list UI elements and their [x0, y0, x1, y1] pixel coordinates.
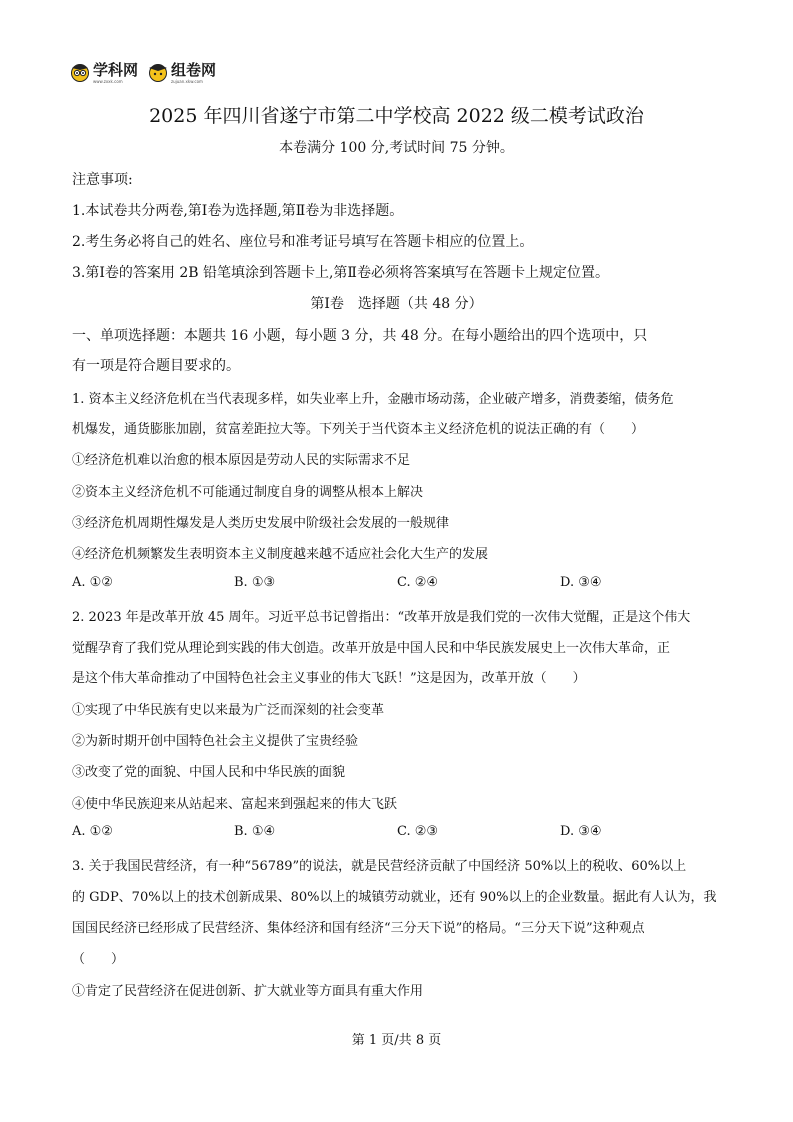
question-2-statement: ①实现了中华民族有史以来最为广泛而深刻的社会变革	[72, 703, 385, 718]
logo2-name: 组卷网	[171, 61, 217, 79]
option-c[interactable]: C. ②④	[397, 575, 439, 590]
question-2-statement: ④使中华民族迎来从站起来、富起来到强起来的伟大飞跃	[72, 797, 398, 812]
option-a[interactable]: A. ①②	[72, 575, 113, 590]
header-logos	[70, 58, 216, 86]
question-1-statement: ①经济危机难以治愈的根本原因是劳动人民的实际需求不足	[72, 453, 411, 468]
notice-item: 3.第Ⅰ卷的答案用 2B 铅笔填涂到答题卡上,第Ⅱ卷必须将答案填写在答题卡上规定位置。	[72, 265, 609, 281]
option-d[interactable]: D. ③④	[560, 824, 602, 839]
question-1-statement: ③经济危机周期性爆发是人类历史发展中阶级社会发展的一般规律	[72, 516, 450, 531]
question-3-stem: 国国民经济已经形成了民营经济、集体经济和国有经济“三分天下说”的格局。“三分天下说”这种观点	[72, 921, 645, 936]
question-1-statement: ④经济危机频繁发生表明资本主义制度越来越不适应社会化大生产的发展	[72, 547, 489, 562]
section-heading: 第Ⅰ卷 选择题（共 48 分）	[310, 296, 483, 312]
owl-face-icon	[70, 62, 90, 82]
section-instruction: 一、单项选择题：本题共 16 小题，每小题 3 分，共 48 分。在每小题给出的四个选项中，只	[72, 328, 648, 344]
question-2-statement: ②为新时期开创中国特色社会主义提供了宝贵经验	[72, 734, 359, 749]
question-1-stem: 机爆发，通货膨胀加剧，贫富差距拉大等。下列关于当代资本主义经济危机的说法正确的有（ ）	[72, 422, 645, 437]
option-b[interactable]: B. ①③	[234, 575, 276, 590]
page-footer: 第 1 页/共 8 页	[351, 1033, 442, 1048]
question-2-stem: 是这个伟大革命推动了中国特色社会主义事业的伟大飞跃！”这是因为，改革开放（ ）	[72, 671, 586, 686]
zujuanwang-logo[interactable]	[148, 60, 216, 84]
logo2-sub: zujuan.xkw.com	[171, 79, 203, 84]
question-3-stem: （ ）	[72, 952, 125, 967]
question-3-stem: 的 GDP、70%以上的技术创新成果、80%以上的城镇劳动就业，还有 90%以上的企业数量。据此有人认为，我	[72, 890, 717, 905]
logo1-name: 学科网	[93, 61, 139, 79]
question-2-stem: 2. 2023 年是改革开放 45 周年。习近平总书记曾指出：“改革开放是我们党的一次伟大觉醒，正是这个伟大	[72, 610, 691, 625]
notice-heading: 注意事项:	[72, 172, 133, 188]
exam-title: 2025 年四川省遂宁市第二中学校高 2022 级二模考试政治	[149, 105, 644, 127]
question-3-statement: ①肯定了民营经济在促进创新、扩大就业等方面具有重大作用	[72, 984, 424, 999]
notice-item: 1.本试卷共分两卷,第Ⅰ卷为选择题,第Ⅱ卷为非选择题。	[72, 203, 404, 219]
option-a[interactable]: A. ①②	[72, 824, 113, 839]
option-d[interactable]: D. ③④	[560, 575, 602, 590]
question-1-stem: 1. 资本主义经济危机在当代表现多样，如失业率上升，金融市场动荡，企业破产增多，消费萎缩，债务危	[72, 392, 674, 407]
xuekewang-logo[interactable]	[70, 60, 138, 84]
option-c[interactable]: C. ②③	[397, 824, 439, 839]
question-3-stem: 3. 关于我国民营经济，有一种“56789”的说法，就是民营经济贡献了中国经济 50%以上的税收、60%以上	[72, 859, 687, 874]
question-1-statement: ②资本主义经济危机不可能通过制度自身的调整从根本上解决	[72, 485, 424, 500]
section-instruction: 有一项是符合题目要求的。	[72, 358, 240, 374]
grad-cap-face-icon	[148, 62, 168, 82]
logo1-sub: www.zxxk.com	[93, 79, 123, 84]
notice-item: 2.考生务必将自己的姓名、座位号和准考证号填写在答题卡相应的位置上。	[72, 234, 534, 250]
exam-subtitle: 本卷满分 100 分,考试时间 75 分钟。	[279, 140, 514, 156]
question-2-statement: ③改变了党的面貌、中国人民和中华民族的面貌	[72, 765, 346, 780]
question-2-stem: 觉醒孕育了我们党从理论到实践的伟大创造。改革开放是中国人民和中华民族发展史上一次伟大革命，正	[72, 641, 671, 656]
option-b[interactable]: B. ①④	[234, 824, 276, 839]
